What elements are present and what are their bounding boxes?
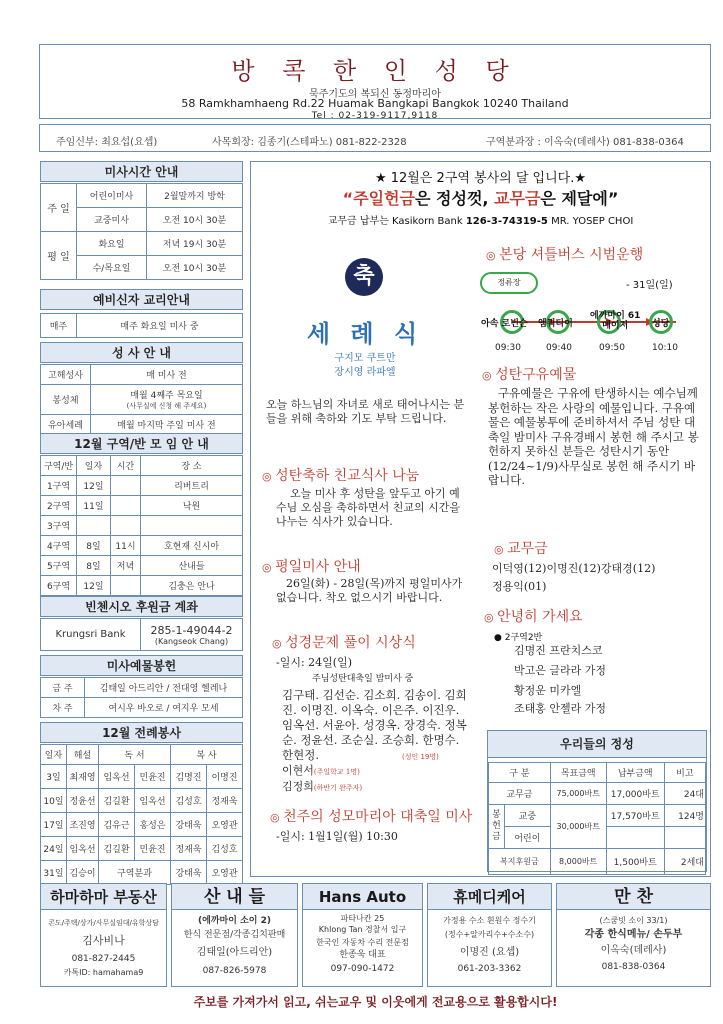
sacrament-label: 유아세례 [41, 415, 91, 435]
circle-mark-icon: ◎ [484, 611, 498, 624]
ad-line: 파타나칸 25 [340, 914, 385, 923]
meeting-cell: 11시 [111, 536, 141, 556]
meeting-cell: 8일 [77, 536, 111, 556]
liturgy-cell: 10일 [41, 789, 67, 813]
liturgy-cell: 정재욱 [207, 789, 243, 813]
sacrament-value: 매월 4째주 목요일 [130, 391, 203, 401]
ad-line: 카톡ID: hamahama9 [63, 968, 144, 977]
ad-line: 가정용 수소 흰원수 정수기 [443, 916, 536, 925]
meetings-title: 12월 구역/반 모 임 안 내 [40, 433, 243, 454]
sec1-title: 성탄축하 친교식사 나눔 [275, 468, 420, 484]
liturgy-cell: 이명진 [207, 765, 243, 789]
meeting-cell: 1구역 [41, 476, 77, 496]
mass-time: 2월말까지 방학 [147, 184, 243, 208]
sunday-label: 주 일 [41, 184, 77, 232]
offerings-group-label: 봉 헌 금 [489, 805, 505, 849]
christmas-text: 구유예물은 구유에 탄생하시는 예수님께 봉헌하는 작은 사랑의 예물입니다. 구유예물은 예물봉투에 준비하셔서 주님 성탄 대축일 밤미사 구유경배시 봉헌 해 주시고 봉헌하지 못하신 분들은 성탄시기 동안 (12/24~1/9)사무실로 봉헌 해 주시기 바랍니다. [488, 386, 699, 487]
church-name: 방 콕 한 인 성 당 [231, 57, 519, 85]
liturgy-cell: 24일 [41, 837, 67, 861]
meeting-cell [111, 476, 141, 496]
sacraments-title: 성 사 안 내 [40, 342, 243, 363]
sec3-date: -일시: 24일(일) [276, 656, 353, 669]
farewell-name: 박고은 글라라 가정 [514, 664, 607, 677]
farewell-name: 황정운 미카엘 [514, 684, 582, 697]
celebration-seal-icon [345, 258, 383, 296]
flowers-table [40, 677, 243, 718]
farewell-name: 김명진 프란치스코 [514, 644, 603, 657]
shuttle-date: - 31일(일) [626, 280, 673, 291]
meeting-cell: 2구역 [41, 496, 77, 516]
flowers-title: 미사예물봉헌 [40, 655, 243, 676]
shuttle-title: 본당 셔틀버스 시범운행 [499, 247, 644, 263]
liturgy-cell: 31일 [41, 861, 67, 885]
liturgy-cell: 구역분과 [99, 861, 171, 885]
mass-name: 어린이미사 [77, 184, 147, 208]
district-head: 구역분과장 : 이옥숙(데레사) 081-838-0364 [486, 137, 684, 148]
ad-box [556, 883, 711, 987]
ad-line: 081-827-2445 [71, 954, 136, 964]
station-time: 09:50 [599, 343, 625, 353]
liturgy-header: 해설 [67, 745, 99, 765]
seal-text: 축 [353, 264, 375, 289]
sec3-extra2: 김정희 [282, 780, 314, 793]
ad-line: (스쿰빗 소이 33/1) [599, 916, 668, 925]
liturgy-cell: 정윤선 [67, 789, 99, 813]
meeting-cell: 리버트리 [141, 476, 243, 496]
liturgy-cell: 오영관 [207, 861, 243, 885]
church-subtitle: 묵주기도의 복되신 동정마리아 [309, 89, 441, 100]
priest: 주임신부: 최요섭(요셉) [56, 137, 158, 148]
ad-line: 097-090-1472 [330, 964, 395, 974]
section-title [272, 632, 416, 652]
ad-line: 087-826-5978 [202, 966, 267, 976]
circle-mark-icon: ◎ [262, 470, 276, 483]
meeting-cell [77, 516, 111, 536]
mass-name: 수/목요일 [77, 256, 147, 280]
circle-mark-icon: ◎ [486, 249, 500, 262]
ad-line: 한종욱 대표 [339, 950, 386, 960]
weekday-label: 평 일 [41, 232, 77, 280]
sec3-extra2-note: (하반기 완주자) [313, 784, 363, 792]
shuttle-start-badge: 정류장 [480, 272, 538, 294]
offerings-note: 24대 [664, 783, 705, 805]
farewell-name: 조태홍 안젤라 가정 [514, 702, 607, 715]
liturgy-cell: 홍성은 [135, 813, 171, 837]
section-title [484, 606, 583, 626]
baptism-text: 오늘 하느님의 자녀로 새로 태어나시는 분들을 위해 축하와 기도 부탁 드립니다. [266, 398, 465, 425]
church-tel: Tel : 02-319-9117,9118 [311, 111, 439, 121]
mass-times-title: 미사시간 안내 [40, 161, 243, 182]
christmas-title: 성탄구유예물 [495, 367, 577, 383]
ad-line: 061-203-3362 [457, 964, 522, 974]
meeting-cell [141, 516, 243, 536]
offerings-header: 구 분 [489, 763, 551, 783]
circle-mark-icon: ◎ [262, 561, 276, 574]
mass-name: 화요일 [77, 232, 147, 256]
meeting-cell: 3구역 [41, 516, 77, 536]
liturgy-cell: 민윤진 [135, 837, 171, 861]
liturgy-cell: 김성호 [207, 837, 243, 861]
liturgy-cell: 김명진 [171, 765, 207, 789]
ad-name: Hans Auto [303, 884, 422, 910]
masthead [39, 44, 711, 119]
flowers-label: 금 주 [41, 678, 85, 698]
meetings-header: 구역/반 [41, 456, 77, 476]
liturgy-cell: 17일 [41, 813, 67, 837]
liturgy-cell: 임옥선 [99, 765, 135, 789]
ad-line: (정수+알카리수+수소수) [444, 930, 535, 939]
sec3-extra2-line [282, 780, 470, 795]
mass-name: 교중미사 [77, 208, 147, 232]
slogan [250, 186, 711, 209]
liturgy-cell: 오영관 [207, 813, 243, 837]
liturgy-cell: 조진영 [67, 813, 99, 837]
donation-account: 285-1-49044-2 [150, 623, 233, 637]
donation-holder: (Kangseok Chang) [154, 636, 229, 646]
catechism-table [40, 313, 243, 338]
offerings-target: 30,000바트 [550, 805, 606, 849]
meeting-cell: 김충은 안나 [141, 576, 243, 596]
sec3-extra1: 이현서 [282, 764, 314, 777]
meeting-cell: 산내들 [141, 556, 243, 576]
meeting-cell: 8일 [77, 556, 111, 576]
liturgy-cell: 강태욱 [171, 813, 207, 837]
ad-name: 만 찬 [557, 884, 710, 910]
church-address: 58 Ramkhamhaeng Rd.22 Huamak Bangkapi Bangkok 10240 Thailand [181, 97, 569, 110]
liturgy-cell: 김유근 [99, 813, 135, 837]
meeting-cell: 12일 [77, 476, 111, 496]
liturgy-cell: 3일 [41, 765, 67, 789]
section-title [482, 364, 576, 384]
offerings-target: 75,000바트 [550, 783, 606, 805]
ad-line: 김태일(아드리안) [196, 947, 273, 958]
sacrament-label: 봉성체 [41, 385, 91, 415]
ad-name: 휴메디케어 [428, 884, 551, 910]
sec4-title: 천주의 성모마리아 대축일 미사 [283, 809, 473, 825]
donation-table [40, 618, 243, 651]
offerings-header: 납부금액 [606, 763, 664, 783]
liturgy-title: 12월 전례봉사 [40, 722, 243, 743]
ad-line: 이명진 (요셉) [459, 947, 520, 958]
sec3-note: (성인 19명) [402, 753, 439, 761]
offerings-label: 교무금 [489, 783, 551, 805]
offerings-target: 8,000바트 [550, 849, 606, 875]
offerings-table [488, 762, 706, 875]
section-title [262, 556, 361, 576]
sacrament-label: 고해성사 [41, 365, 91, 385]
offerings-title: 우리들의 정성 [487, 730, 707, 758]
mass-time: 저녁 19시 30분 [147, 232, 243, 256]
circle-mark-icon: ◎ [494, 543, 508, 556]
mass-times-table [40, 183, 243, 280]
liturgy-cell: 김길환 [99, 789, 135, 813]
mass-time: 오전 10시 30분 [147, 256, 243, 280]
liturgy-cell: 민윤진 [135, 765, 171, 789]
meeting-cell [111, 516, 141, 536]
ad-box [40, 883, 167, 987]
meetings-header: 일자 [77, 456, 111, 476]
meeting-cell: 낙원 [141, 496, 243, 516]
sacrament-note: (사무실에 신청 해 주세요) [126, 402, 207, 410]
offerings-note [664, 827, 705, 849]
meeting-cell: 저녁 [111, 556, 141, 576]
donation-bank: Krungsri Bank [41, 619, 141, 651]
circle-mark-icon: ◎ [272, 637, 286, 650]
baptism-names: 구지모 쿠트만 장시영 라파엘 [334, 353, 396, 378]
tithe-names: 이덕영(12)이명진(12)강태경(12) 정용익(01) [492, 562, 656, 593]
sec2-title: 평일미사 안내 [275, 559, 361, 575]
mass-time: 오전 10시 30분 [147, 208, 243, 232]
offerings-label: 교중 [505, 805, 551, 827]
liturgy-header: 독 서 [99, 745, 171, 765]
tithe-title: 교무금 [507, 541, 548, 557]
ad-line: Khlong Tan 경찰서 입구 [318, 925, 407, 934]
farewell-title: 안녕히 가세요 [497, 609, 583, 625]
meetings-table [40, 455, 243, 596]
ad-line: 이옥숙(데레사) [600, 945, 667, 956]
offerings-label: 어린이 [505, 827, 551, 849]
liturgy-table [40, 744, 243, 885]
bank-account: 126-3-74319-5 [465, 216, 548, 227]
station-label: 아속 로빈슨 [481, 319, 528, 329]
council-president: 사목회장: 김종기(스테파노) 081-822-2328 [212, 137, 407, 148]
donation-title: 빈첸시오 후원금 계좌 [40, 596, 243, 617]
circle-mark-icon: ◎ [270, 811, 284, 824]
sec2-text: 26일(화) - 28일(목)까지 평일미사가 없습니다. 착오 없으시기 바랍니다. [276, 577, 463, 604]
ad-line: 081-838-0364 [601, 962, 666, 972]
meeting-cell: 12일 [77, 576, 111, 596]
station-time: 09:40 [546, 343, 572, 353]
footer-message: 주보를 가져가서 읽고, 쉬는교우 및 이웃에게 전교용으로 활용합시다! [193, 995, 558, 1009]
sec3-extra1-note: (주일학교 1명) [313, 768, 360, 776]
sec3-extra1-line [282, 764, 470, 779]
section-title [262, 465, 419, 485]
ad-name: 산 내 들 [172, 884, 297, 910]
slogan-part-b: 은 정성껏, [415, 189, 495, 208]
station-label: 성당 [652, 319, 670, 329]
meetings-header: 장 소 [141, 456, 243, 476]
sec4-text: -일시: 1월1일(월) 10:30 [276, 830, 398, 843]
liturgy-cell: 강태욱 [171, 861, 207, 885]
flowers-value: 김태일 아드리안 / 전대영 헬레나 [85, 678, 243, 698]
offerings-paid: 17,000바트 [606, 783, 664, 805]
station-time: 09:30 [495, 343, 521, 353]
offerings-header: 목표금액 [550, 763, 606, 783]
catechism-value: 매주 화요일 미사 중 [77, 314, 243, 338]
offerings-paid: 1,500바트 [606, 849, 664, 875]
station-label: 엠쿼티어 [538, 319, 573, 329]
sec3-winners: 김구태. 김선순. 김소희. 김송이. 김희진. 이명진. 이옥숙. 이은주. 이진우. 임옥선. 서윤아. 성경옥. 장경숙. 정복순. 정윤선. 조순실. 조승희. 한명수. 한현정. [282, 688, 467, 762]
meetings-header: 시간 [111, 456, 141, 476]
offerings-header: 비고 [664, 763, 705, 783]
catechism-label: 매주 [41, 314, 77, 338]
offerings-paid [606, 827, 664, 849]
ad-line: 각종 한식메뉴/ 손두부 [584, 929, 683, 940]
sec1-text: 오늘 미사 후 성탄을 앞두고 아기 예수님 오심을 축하하면서 친교의 시간을 나누는 식사가 있습니다. [276, 487, 461, 528]
flowers-value: 여시우 바오로 / 여지우 모세 [85, 698, 243, 718]
liturgy-header: 일자 [41, 745, 67, 765]
staff-bar [39, 124, 711, 152]
meeting-cell: 4구역 [41, 536, 77, 556]
section-title [486, 244, 643, 264]
section-title [494, 538, 548, 558]
ad-box [302, 883, 423, 987]
bank-info [250, 212, 711, 227]
liturgy-cell: 임옥선 [67, 837, 99, 861]
bank-holder: MR. YOSEP CHOI [551, 216, 634, 227]
farewell-group: ● 2구역2반 [494, 633, 543, 643]
liturgy-header: 복 사 [171, 745, 243, 765]
liturgy-cell: 김길환 [99, 837, 135, 861]
circle-mark-icon: ◎ [482, 369, 496, 382]
ad-line: 콘도/주택/상가/사무실임대/유학상담 [48, 919, 159, 927]
bank-label: 교무금 납부는 Kasikorn Bank [327, 216, 463, 227]
liturgy-cell: 정재욱 [171, 837, 207, 861]
meeting-cell [111, 496, 141, 516]
ad-name: 하마하마 부동산 [41, 884, 166, 910]
meeting-cell: 호현재 신시아 [141, 536, 243, 556]
slogan-part-c: 교무금 [494, 189, 541, 208]
liturgy-cell: 최재영 [67, 765, 99, 789]
sec3-title: 성경문제 풀이 시상식 [285, 635, 416, 651]
liturgy-cell: 김성호 [171, 789, 207, 813]
sacrament-value: 매월 마지막 주일 미사 전 [91, 415, 243, 435]
meeting-cell: 11일 [77, 496, 111, 516]
station-time: 10:10 [652, 343, 678, 353]
meeting-cell [111, 576, 141, 596]
meeting-cell: 6구역 [41, 576, 77, 596]
liturgy-cell: 김승이 [67, 861, 99, 885]
flowers-label: 차 주 [41, 698, 85, 718]
baptism-title: 세 례 식 [306, 320, 424, 348]
meeting-cell: 5구역 [41, 556, 77, 576]
offerings-note: 124명 [664, 805, 705, 827]
ad-box [427, 883, 552, 987]
slogan-part-a: “주일헌금 [342, 189, 415, 208]
ad-line: (에까마이 소이 2) [198, 916, 271, 926]
offerings-paid: 17,570바트 [606, 805, 664, 827]
sacrament-value: 매 미사 전 [91, 365, 243, 385]
station-label: 에까마이 61 메이저 [590, 311, 641, 331]
banner: ★ 12월은 2구역 봉사의 달 입니다.★ [374, 171, 587, 186]
slogan-part-d: 은 제달에” [540, 189, 619, 208]
ad-box [171, 883, 298, 987]
ad-line: 김사비나 [82, 934, 125, 947]
section-title [270, 806, 472, 826]
liturgy-cell: 임옥선 [135, 789, 171, 813]
sec3-place: 주님성탄대축일 밤미사 중 [312, 674, 414, 684]
catechism-title: 예비신자 교리안내 [40, 289, 243, 310]
offerings-label: 복지후원금 [489, 849, 551, 875]
ad-line: 한국인 자동차 수리 전문점 [316, 938, 409, 947]
sacraments-table [40, 364, 243, 435]
ad-line: 한식 전문점/각종김치판매 [183, 930, 286, 940]
offerings-note: 2세대 [664, 849, 705, 875]
